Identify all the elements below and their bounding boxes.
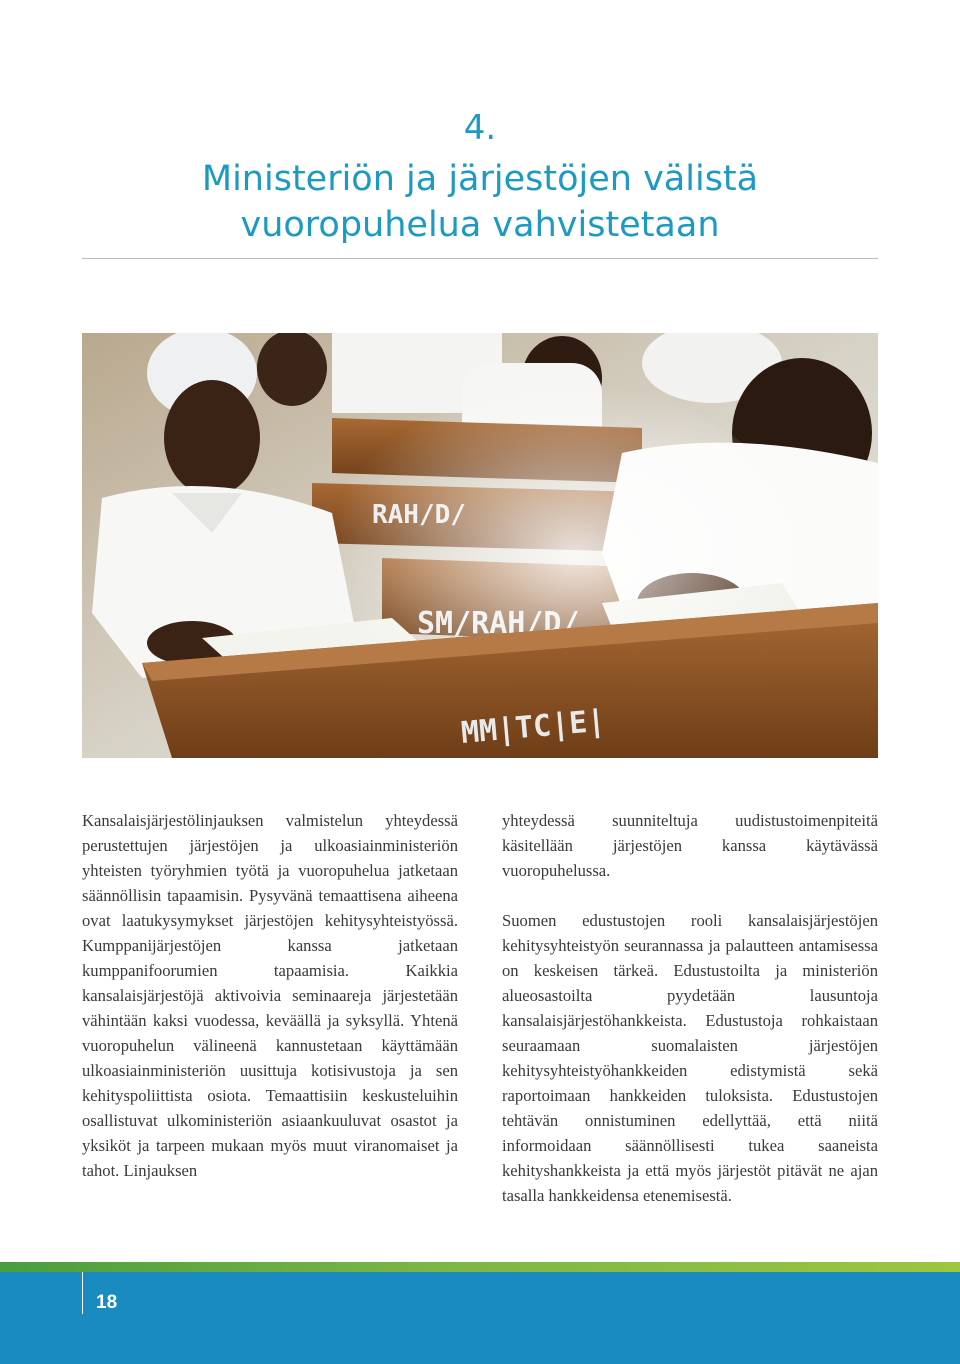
- title-divider: [82, 258, 878, 259]
- body-paragraph: yhteydessä suunniteltuja uudistustoimenpiteitä käsitellään järjestöjen kanssa käytävässä vuoropuhelussa.: [502, 811, 878, 880]
- desk-label-front: MM|TC|E|: [459, 703, 607, 751]
- chapter-title-line-1: Ministeriön ja järjestöjen välistä: [201, 159, 759, 199]
- body-column-right: [502, 808, 878, 1233]
- page-number: 18: [96, 1292, 118, 1313]
- footer-stripe: [0, 1262, 960, 1272]
- page-number-divider: [82, 1272, 83, 1314]
- classroom-illustration: [82, 333, 878, 758]
- body-paragraph: Suomen edustustojen rooli kansalaisjärjestöjen kehitysyhteistyön seurannassa ja palautteen antamisessa on keskeisen tärkeä. Edustustoilta ja ministeriön alueosastoilta pyydetään lausuntoja kansalaisjärjestöhankkeista. Edustustoja rohkaistaan seuraamaan suomalaisten järjestöjen kehitysyhteistyöhankkeiden edistymistä sekä raportoimaan hankkeiden tuloksista. Edustustojen tehtävän onnistuminen edellyttää, että niitä informoidaan säännöllisesti tukea saaneista kehityshankkeista ja että myös järjestöt pitävät ne ajan tasalla hankkeidensa etenemisestä.: [502, 911, 878, 1205]
- classroom-photo: [82, 333, 878, 758]
- footer-band: [0, 1272, 960, 1364]
- chapter-title-line-2: vuoropuhelua vahvistetaan: [240, 205, 720, 245]
- chapter-number: 4.: [463, 108, 497, 148]
- body-column-left: [82, 808, 458, 1208]
- chapter-title: [82, 156, 878, 248]
- body-paragraph: Kansalaisjärjestölinjauksen valmistelun yhteydessä perustettujen järjestöjen ja ulkoasiainministeriön yhteisten työryhmien työtä ja vuoropuhelua jatketaan säännöllisin tapaamisin. Pysyvänä temaattisena aiheena ovat laatukysymykset järjestöjen kehitysyhteistyössä. Kumppanijärjestöjen kanssa jatketaan kumppanifoorumien tapaamisia. Kaikkia kansalaisjärjestöjä aktivoivia seminaareja järjestetään vähintään kaksi vuodessa, keväällä ja syksyllä. Yhtenä vuoropuhelun välineenä kannustetaan käyttämään ulkoasiainministeriön uusittuja kotisivustoja ja sen kehityspoliittista osiota. Temaattisiin keskusteluihin osallistuvat ulkoministeriön asiaankuuluvat osastot ja yksiköt ja tarpeen mukaan myös muut viranomaiset ja tahot. Linjauksen: [82, 811, 458, 1180]
